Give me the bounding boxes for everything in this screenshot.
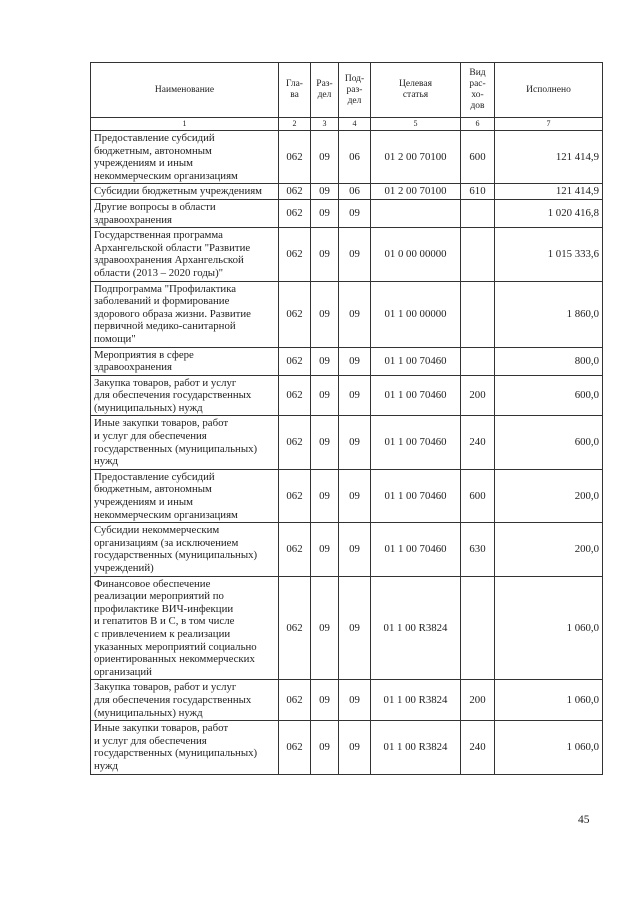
row-section: 09 <box>311 576 339 680</box>
row-chapter: 062 <box>279 228 311 281</box>
row-chapter: 062 <box>279 576 311 680</box>
row-name: Подпрограмма "Профилактика заболеваний и формирование здорового образа жизни. Развитие первичной медико-санитарной помощи" <box>91 281 279 347</box>
table-row <box>91 469 603 522</box>
row-type <box>461 281 495 347</box>
row-target: 01 1 00 70460 <box>371 523 461 576</box>
row-chapter: 062 <box>279 375 311 416</box>
row-amount: 1 060,0 <box>495 721 603 774</box>
row-amount: 121 414,9 <box>495 131 603 184</box>
row-section: 09 <box>311 721 339 774</box>
row-target: 01 1 00 70460 <box>371 347 461 375</box>
row-type: 240 <box>461 721 495 774</box>
row-target: 01 2 00 70100 <box>371 184 461 200</box>
table-row <box>91 680 603 721</box>
row-section: 09 <box>311 469 339 522</box>
row-target <box>371 199 461 227</box>
row-section: 09 <box>311 131 339 184</box>
row-section: 09 <box>311 680 339 721</box>
row-type: 240 <box>461 416 495 469</box>
row-chapter: 062 <box>279 416 311 469</box>
row-amount: 200,0 <box>495 469 603 522</box>
row-target: 01 1 00 70460 <box>371 416 461 469</box>
header-section <box>311 63 339 118</box>
column-number: 1 <box>91 118 279 131</box>
row-section: 09 <box>311 375 339 416</box>
row-type: 600 <box>461 131 495 184</box>
row-subsection: 09 <box>339 199 371 227</box>
row-name: Мероприятия в сфере здравоохранения <box>91 347 279 375</box>
header-target-text: Целевая статья <box>399 79 432 100</box>
row-subsection: 06 <box>339 184 371 200</box>
header-row <box>91 63 603 118</box>
row-chapter: 062 <box>279 469 311 522</box>
row-amount: 800,0 <box>495 347 603 375</box>
header-type-text: Вид рас- хо- дов <box>469 68 486 111</box>
row-type: 600 <box>461 469 495 522</box>
table-row <box>91 375 603 416</box>
table-row <box>91 281 603 347</box>
row-subsection: 09 <box>339 523 371 576</box>
row-name: Государственная программа Архангельской области "Развитие здравоохранения Архангельской области (2013 – 2020 годы)" <box>91 228 279 281</box>
header-type <box>461 63 495 118</box>
row-chapter: 062 <box>279 199 311 227</box>
row-subsection: 09 <box>339 347 371 375</box>
table-row <box>91 131 603 184</box>
header-subsection-text: Под- раз- дел <box>344 73 365 106</box>
row-chapter: 062 <box>279 184 311 200</box>
column-number-row <box>91 118 603 131</box>
column-number: 3 <box>311 118 339 131</box>
row-target: 01 1 00 00000 <box>371 281 461 347</box>
row-amount: 1 015 333,6 <box>495 228 603 281</box>
row-target: 01 1 00 R3824 <box>371 576 461 680</box>
row-subsection: 09 <box>339 680 371 721</box>
table-row <box>91 576 603 680</box>
row-target: 01 1 00 R3824 <box>371 721 461 774</box>
budget-table <box>90 62 603 775</box>
row-subsection: 09 <box>339 721 371 774</box>
table-row <box>91 416 603 469</box>
header-executed: Исполнено <box>495 63 603 118</box>
row-section: 09 <box>311 523 339 576</box>
header-name: Наименование <box>91 63 279 118</box>
row-target: 01 2 00 70100 <box>371 131 461 184</box>
row-subsection: 09 <box>339 375 371 416</box>
row-subsection: 09 <box>339 281 371 347</box>
row-name: Финансовое обеспечение реализации мероприятий по профилактике ВИЧ-инфекции и гепатитов B и C, в том числе с привлечением к реализации указанных мероприятий социально ориентированных некоммерческих организаций <box>91 576 279 680</box>
row-amount: 1 860,0 <box>495 281 603 347</box>
row-subsection: 09 <box>339 416 371 469</box>
row-amount: 1 060,0 <box>495 680 603 721</box>
table-row <box>91 184 603 200</box>
row-type <box>461 228 495 281</box>
header-subsection <box>339 63 371 118</box>
row-section: 09 <box>311 184 339 200</box>
row-amount: 1 020 416,8 <box>495 199 603 227</box>
row-name: Иные закупки товаров, работ и услуг для обеспечения государственных (муниципальных) нужд <box>91 721 279 774</box>
row-type: 200 <box>461 375 495 416</box>
header-chapter-text: Гла- ва <box>286 79 303 100</box>
column-number: 4 <box>339 118 371 131</box>
row-amount: 600,0 <box>495 375 603 416</box>
table-row <box>91 228 603 281</box>
page-number: 45 <box>578 814 590 826</box>
row-chapter: 062 <box>279 131 311 184</box>
row-name: Субсидии некоммерческим организациям (за исключением государственных (муниципальных) учреждений) <box>91 523 279 576</box>
row-name: Иные закупки товаров, работ и услуг для обеспечения государственных (муниципальных) нужд <box>91 416 279 469</box>
row-name: Закупка товаров, работ и услуг для обеспечения государственных (муниципальных) нужд <box>91 680 279 721</box>
row-section: 09 <box>311 199 339 227</box>
column-number: 6 <box>461 118 495 131</box>
row-amount: 1 060,0 <box>495 576 603 680</box>
row-name: Субсидии бюджетным учреждениям <box>91 184 279 200</box>
row-name: Предоставление субсидий бюджетным, автономным учреждениям и иным некоммерческим организациям <box>91 469 279 522</box>
row-subsection: 09 <box>339 469 371 522</box>
row-name: Закупка товаров, работ и услуг для обеспечения государственных (муниципальных) нужд <box>91 375 279 416</box>
table-row <box>91 523 603 576</box>
header-target <box>371 63 461 118</box>
row-amount: 200,0 <box>495 523 603 576</box>
row-type: 200 <box>461 680 495 721</box>
row-subsection: 09 <box>339 576 371 680</box>
row-target: 01 1 00 70460 <box>371 469 461 522</box>
row-type: 610 <box>461 184 495 200</box>
header-chapter <box>279 63 311 118</box>
row-chapter: 062 <box>279 680 311 721</box>
row-type <box>461 347 495 375</box>
column-number: 7 <box>495 118 603 131</box>
row-target: 01 0 00 00000 <box>371 228 461 281</box>
row-section: 09 <box>311 416 339 469</box>
row-target: 01 1 00 70460 <box>371 375 461 416</box>
row-type <box>461 576 495 680</box>
row-section: 09 <box>311 347 339 375</box>
row-amount: 600,0 <box>495 416 603 469</box>
row-target: 01 1 00 R3824 <box>371 680 461 721</box>
row-chapter: 062 <box>279 721 311 774</box>
table-row <box>91 721 603 774</box>
row-chapter: 062 <box>279 281 311 347</box>
row-subsection: 09 <box>339 228 371 281</box>
row-name: Другие вопросы в области здравоохранения <box>91 199 279 227</box>
row-amount: 121 414,9 <box>495 184 603 200</box>
header-section-text: Раз- дел <box>316 79 333 100</box>
table-row <box>91 347 603 375</box>
row-name: Предоставление субсидий бюджетным, автономным учреждениям и иным некоммерческим организациям <box>91 131 279 184</box>
row-section: 09 <box>311 281 339 347</box>
row-section: 09 <box>311 228 339 281</box>
table-row <box>91 199 603 227</box>
row-type: 630 <box>461 523 495 576</box>
row-chapter: 062 <box>279 523 311 576</box>
row-type <box>461 199 495 227</box>
row-subsection: 06 <box>339 131 371 184</box>
row-chapter: 062 <box>279 347 311 375</box>
column-number: 2 <box>279 118 311 131</box>
column-number: 5 <box>371 118 461 131</box>
